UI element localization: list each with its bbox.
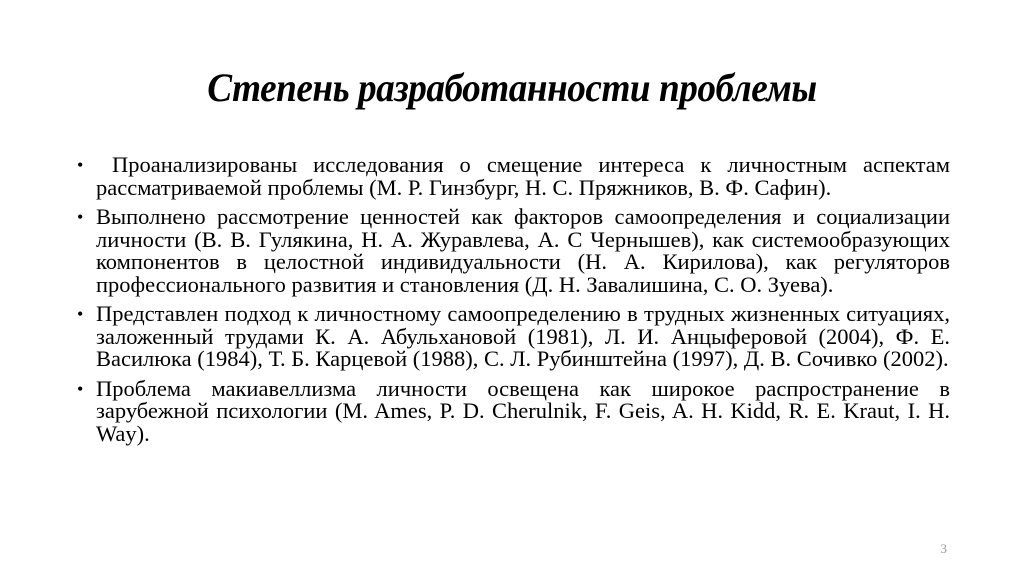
bullet-icon: • [77, 207, 84, 227]
bullet-text: Проблема макиавеллизма личности освещена как широкое распространение в зарубежной психологии (M. Ames, P. D. Cherulnik, F. Geis, A. H. Kidd, R. E. Kraut, I. H. Way). [96, 375, 950, 446]
slide-title: Степень разработанности проблемы [207, 65, 817, 110]
bullet-text: Выполнено рассмотрение ценностей как факторов самоопределения и социализации личности (В. В. Гулякина, Н. А. Журавлева, А. С Чернышев), как системообразующих компонентов в целостной индивидуальности (Н. А. Кирилова), как регуляторов профессионального развития и становления (Д. Н. Завалишина, С. О. Зуева). [96, 204, 950, 297]
bullet-item [74, 206, 950, 296]
bullet-icon: • [77, 155, 84, 175]
bullet-item [74, 154, 950, 199]
bullet-list [74, 154, 950, 452]
bullet-item [74, 303, 950, 371]
bullet-text: Проанализированы исследования о смещение интереса к личностным аспектам рассматриваемой проблемы (М. Р. Гинзбург, Н. С. Пряжников, В. Ф. Сафин). [96, 152, 950, 200]
bullet-item [74, 375, 950, 446]
bullet-icon: • [77, 304, 84, 324]
bullet-text: Представлен подход к личностному самоопределению в трудных жизненных ситуациях, заложенный трудами К. А. Абульхановой (1981), Л. И. Анцыферовой (2004), Ф. Е. Василюка (1984), Т. Б. Карцевой (1988), С. Л. Рубинштейна (1997), Д. В. Сочивко (2002). [96, 301, 950, 371]
bullet-icon: • [77, 378, 84, 399]
page-number: 3 [940, 541, 947, 556]
